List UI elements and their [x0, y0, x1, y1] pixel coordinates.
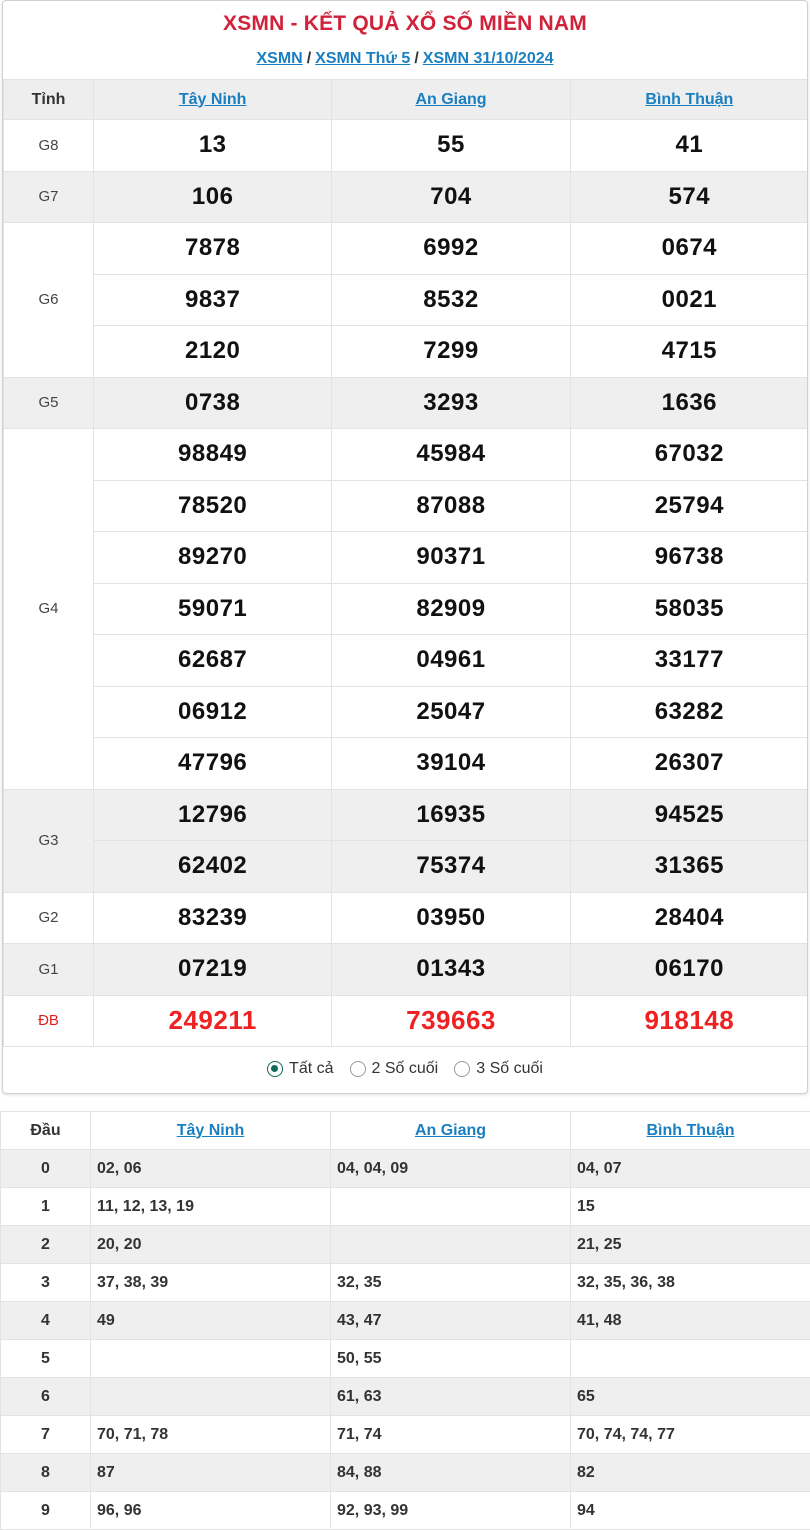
- prize-number: 1636: [570, 377, 808, 429]
- filter-option-label: Tất cả: [289, 1060, 334, 1077]
- loto-row: [1, 1416, 810, 1454]
- prize-number: 55: [332, 120, 570, 172]
- prize-label: G3: [4, 789, 94, 892]
- loto-row: [1, 1454, 810, 1492]
- loto-values: 96, 96: [91, 1492, 331, 1530]
- prize-number: 04961: [332, 635, 570, 687]
- prize-number: 06170: [570, 944, 808, 996]
- prize-label: G7: [4, 171, 94, 223]
- province-link-binh-thuan[interactable]: Bình Thuận: [645, 90, 734, 108]
- loto-province-link-an-giang[interactable]: An Giang: [414, 1121, 487, 1139]
- prize-number: 96738: [570, 532, 808, 584]
- province-column-label: Tỉnh: [4, 80, 94, 120]
- prize-number: 98849: [94, 429, 332, 481]
- prize-label: G8: [4, 120, 94, 172]
- loto-province-link-tay-ninh[interactable]: Tây Ninh: [176, 1121, 245, 1139]
- prize-number: 83239: [94, 892, 332, 944]
- prize-row: [4, 171, 809, 223]
- breadcrumb-date-link[interactable]: XSMN 31/10/2024: [422, 50, 554, 67]
- prize-number: 13: [94, 120, 332, 172]
- breadcrumb-weekday-link[interactable]: XSMN Thứ 5: [315, 50, 411, 67]
- head-digit: 2: [1, 1226, 91, 1264]
- loto-values: [91, 1378, 331, 1416]
- prize-number: 3293: [332, 377, 570, 429]
- loto-row: [1, 1264, 810, 1302]
- loto-values: 82: [571, 1454, 810, 1492]
- province-header: [94, 80, 332, 120]
- prize-number: 63282: [570, 686, 808, 738]
- loto-values: 92, 93, 99: [331, 1492, 571, 1530]
- prize-row: [4, 480, 809, 532]
- loto-row: [1, 1302, 810, 1340]
- prize-number: 28404: [570, 892, 808, 944]
- prize-number: 25047: [332, 686, 570, 738]
- province-link-an-giang[interactable]: An Giang: [415, 90, 487, 108]
- prize-number: 58035: [570, 583, 808, 635]
- prize-row: [4, 944, 809, 996]
- prize-label: G6: [4, 223, 94, 378]
- loto-row: [1, 1492, 810, 1530]
- province-header: [570, 80, 808, 120]
- prize-number: 45984: [332, 429, 570, 481]
- prize-number: 87088: [332, 480, 570, 532]
- prize-number: 67032: [570, 429, 808, 481]
- prize-number: 8532: [332, 274, 570, 326]
- prize-number: 249211: [94, 995, 332, 1047]
- loto-values: 20, 20: [91, 1226, 331, 1264]
- prize-label: G4: [4, 429, 94, 790]
- prize-number: 4715: [570, 326, 808, 378]
- prize-number: 7299: [332, 326, 570, 378]
- prize-number: 106: [94, 171, 332, 223]
- breadcrumb-separator: /: [414, 50, 419, 67]
- filter-option-last-3[interactable]: [454, 1060, 543, 1078]
- loto-values: 32, 35: [331, 1264, 571, 1302]
- radio-icon[interactable]: [350, 1061, 366, 1077]
- loto-values: 61, 63: [331, 1378, 571, 1416]
- loto-row: [1, 1150, 810, 1188]
- province-header: [91, 1112, 331, 1150]
- loto-province-link-binh-thuan[interactable]: Bình Thuận: [646, 1121, 735, 1139]
- loto-header-row: [1, 1112, 810, 1150]
- prize-row: [4, 274, 809, 326]
- prize-label: G5: [4, 377, 94, 429]
- prize-number: 07219: [94, 944, 332, 996]
- prize-row: [4, 583, 809, 635]
- loto-values: 43, 47: [331, 1302, 571, 1340]
- province-header: [331, 1112, 571, 1150]
- digit-filter: [3, 1053, 807, 1085]
- prize-number: 59071: [94, 583, 332, 635]
- prize-row: [4, 789, 809, 841]
- loto-values: 04, 07: [571, 1150, 810, 1188]
- loto-values: [331, 1226, 571, 1264]
- loto-values: [331, 1188, 571, 1226]
- loto-values: 70, 71, 78: [91, 1416, 331, 1454]
- prize-number: 2120: [94, 326, 332, 378]
- breadcrumb-xsmn-link[interactable]: XSMN: [256, 50, 303, 67]
- head-digit: 7: [1, 1416, 91, 1454]
- prize-number: 89270: [94, 532, 332, 584]
- loto-head-table: [0, 1111, 810, 1530]
- prize-number: 41: [570, 120, 808, 172]
- filter-option-label: 3 Số cuối: [476, 1060, 543, 1077]
- loto-row: [1, 1340, 810, 1378]
- prize-number: 90371: [332, 532, 570, 584]
- result-panel: [2, 0, 808, 1094]
- head-digit: 0: [1, 1150, 91, 1188]
- head-digit: 5: [1, 1340, 91, 1378]
- loto-values: 50, 55: [331, 1340, 571, 1378]
- prize-row: [4, 686, 809, 738]
- page-title: XSMN - KẾT QUẢ XỔ SỐ MIỀN NAM: [223, 12, 587, 35]
- prize-number: 7878: [94, 223, 332, 275]
- loto-values: 11, 12, 13, 19: [91, 1188, 331, 1226]
- prize-row: [4, 326, 809, 378]
- prize-number: 26307: [570, 738, 808, 790]
- loto-values: 15: [571, 1188, 810, 1226]
- prize-row: [4, 223, 809, 275]
- loto-values: 04, 04, 09: [331, 1150, 571, 1188]
- prize-number: 47796: [94, 738, 332, 790]
- prize-number: 0738: [94, 377, 332, 429]
- loto-values: 87: [91, 1454, 331, 1492]
- prize-number: 25794: [570, 480, 808, 532]
- loto-values: 94: [571, 1492, 810, 1530]
- prize-number: 12796: [94, 789, 332, 841]
- prize-row: [4, 429, 809, 481]
- loto-values: 49: [91, 1302, 331, 1340]
- prize-number: 31365: [570, 841, 808, 893]
- loto-row: [1, 1378, 810, 1416]
- loto-row: [1, 1226, 810, 1264]
- loto-values: 84, 88: [331, 1454, 571, 1492]
- loto-values: 21, 25: [571, 1226, 810, 1264]
- prize-number: 06912: [94, 686, 332, 738]
- head-digit: 9: [1, 1492, 91, 1530]
- prize-number: 75374: [332, 841, 570, 893]
- province-header: [332, 80, 570, 120]
- prize-row: [4, 892, 809, 944]
- prize-row: [4, 841, 809, 893]
- results-table: [3, 79, 808, 1047]
- loto-values: 32, 35, 36, 38: [571, 1264, 810, 1302]
- prize-number: 78520: [94, 480, 332, 532]
- prize-number: 6992: [332, 223, 570, 275]
- prize-number: 03950: [332, 892, 570, 944]
- prize-number: 574: [570, 171, 808, 223]
- loto-values: 71, 74: [331, 1416, 571, 1454]
- prize-number: 0021: [570, 274, 808, 326]
- results-header-row: [4, 80, 809, 120]
- prize-row: [4, 377, 809, 429]
- prize-number: 16935: [332, 789, 570, 841]
- head-digit: 8: [1, 1454, 91, 1492]
- filter-option-last-2[interactable]: [350, 1060, 439, 1078]
- loto-body: [1, 1150, 810, 1530]
- head-digit: 1: [1, 1188, 91, 1226]
- loto-values: [91, 1340, 331, 1378]
- province-header: [571, 1112, 810, 1150]
- results-body: [4, 120, 809, 1047]
- prize-label: G2: [4, 892, 94, 944]
- loto-values: 37, 38, 39: [91, 1264, 331, 1302]
- prize-number: 9837: [94, 274, 332, 326]
- filter-option-label: 2 Số cuối: [371, 1060, 439, 1077]
- prize-label: G1: [4, 944, 94, 996]
- loto-values: [571, 1340, 810, 1378]
- head-digit: 3: [1, 1264, 91, 1302]
- loto-row: [1, 1188, 810, 1226]
- head-column-label: Đầu: [1, 1112, 91, 1150]
- prize-row: [4, 738, 809, 790]
- prize-row: [4, 120, 809, 172]
- loto-values: 02, 06: [91, 1150, 331, 1188]
- filter-option-all[interactable]: [267, 1060, 333, 1078]
- loto-values: 41, 48: [571, 1302, 810, 1340]
- prize-number: 62687: [94, 635, 332, 687]
- radio-icon[interactable]: [454, 1061, 470, 1077]
- prize-number: 704: [332, 171, 570, 223]
- head-digit: 4: [1, 1302, 91, 1340]
- prize-label: ĐB: [4, 995, 94, 1047]
- prize-number: 33177: [570, 635, 808, 687]
- prize-row: [4, 995, 809, 1047]
- prize-number: 62402: [94, 841, 332, 893]
- prize-number: 82909: [332, 583, 570, 635]
- prize-number: 01343: [332, 944, 570, 996]
- loto-values: 65: [571, 1378, 810, 1416]
- prize-number: 0674: [570, 223, 808, 275]
- breadcrumb-separator: /: [306, 50, 312, 67]
- radio-selected-icon[interactable]: [267, 1061, 283, 1077]
- prize-number: 39104: [332, 738, 570, 790]
- prize-row: [4, 635, 809, 687]
- prize-number: 739663: [332, 995, 570, 1047]
- head-digit: 6: [1, 1378, 91, 1416]
- prize-row: [4, 532, 809, 584]
- loto-values: 70, 74, 74, 77: [571, 1416, 810, 1454]
- prize-number: 94525: [570, 789, 808, 841]
- province-link-tay-ninh[interactable]: Tây Ninh: [178, 90, 247, 108]
- breadcrumb: [3, 50, 807, 68]
- prize-number: 918148: [570, 995, 808, 1047]
